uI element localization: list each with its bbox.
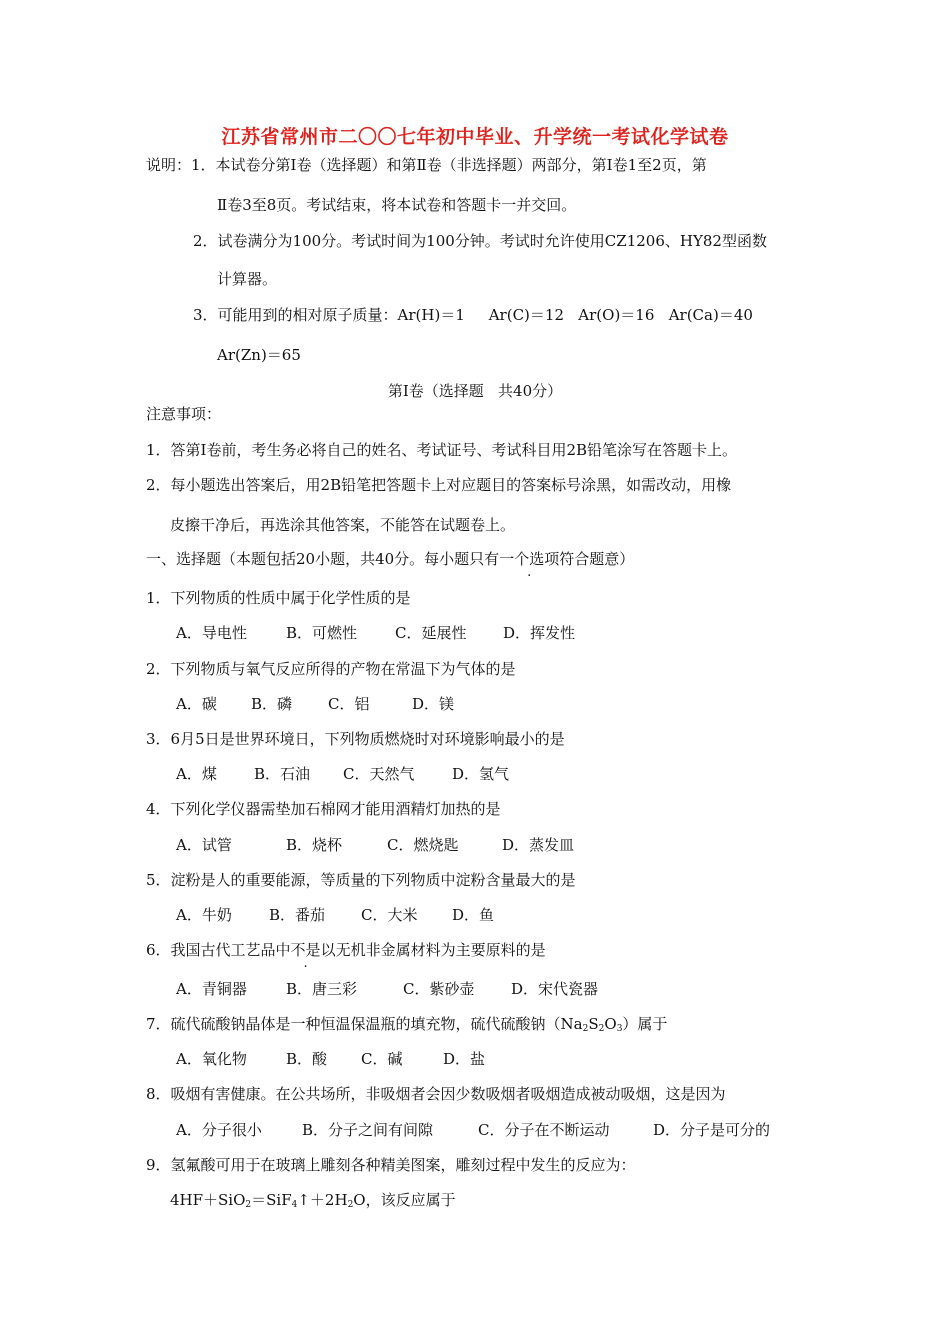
q9-eq-part-d: O，该反应属于: [353, 1191, 456, 1209]
instructions-item-2: 2．试卷满分为100分。考试时间为100分钟。考试时允许使用CZ1206、HY82型函数: [193, 232, 767, 250]
part1-heading-post: 符合题意）: [559, 550, 635, 568]
q4-option-d: D．蒸发皿: [502, 836, 575, 854]
q3-stem: 3．6月5日是世界环境日，下列物质燃烧时对环境影响最小的是: [146, 730, 565, 748]
q9-eq-sub-3: 2: [347, 1200, 354, 1210]
q3-option-b: B．石油: [254, 765, 311, 783]
q7-option-c: C．碱: [361, 1050, 403, 1068]
notice-item-1: 1．答第Ⅰ卷前，考生务必将自己的姓名、考试证号、考试科目用2B铅笔涂写在答题卡上。: [146, 441, 738, 459]
q2-option-c: C．铝: [328, 695, 370, 713]
q4-stem: 4．下列化学仪器需垫加石棉网才能用酒精灯加热的是: [146, 800, 501, 818]
instructions-item-2-cont: 计算器。: [217, 270, 278, 288]
q4-option-c: C．燃烧匙: [387, 836, 459, 854]
q7-sub-1: 2: [582, 1024, 589, 1034]
q9-equation: [170, 1190, 456, 1210]
q6-option-a: A．青铜器: [176, 980, 247, 998]
q2-option-a: A．碳: [176, 695, 217, 713]
q1-option-a: A．导电性: [176, 624, 247, 642]
q8-option-a: A．分子很小: [176, 1121, 262, 1139]
q8-option-d: D．分子是可分的: [653, 1121, 771, 1139]
q7-sub-2: 2: [598, 1024, 605, 1034]
q8-option-b: B．分子之间有间隙: [302, 1121, 434, 1139]
part1-heading: [146, 549, 634, 569]
q7-sub-3: 3: [616, 1024, 623, 1034]
q9-eq-part-a: 4HF＋SiO: [170, 1191, 246, 1209]
q6-option-c: C．紫砂壶: [403, 980, 475, 998]
q6-stem-pre: 6．我国古代工艺品中: [146, 941, 291, 959]
q9-stem: 9．氢氟酸可用于在玻璃上雕刻各种精美图案，雕刻过程中发生的反应为：: [146, 1156, 636, 1174]
q7-option-a: A．氧化物: [176, 1050, 247, 1068]
part1-heading-pre: 一、选择题（本题包括20小题，共40分。每小题只有: [146, 550, 500, 568]
q1-option-d: D．挥发性: [503, 624, 576, 642]
q5-option-b: B．番茄: [269, 906, 326, 924]
exam-title: 江苏省常州市二〇〇七年初中毕业、升学统一考试化学试卷: [221, 126, 729, 148]
instructions-item-1-cont: Ⅱ卷3至8页。考试结束，将本试卷和答题卡一并交回。: [217, 196, 577, 214]
q1-option-b: B．可燃性: [286, 624, 358, 642]
notice-item-2: 2．每小题选出答案后，用2B铅笔把答题卡上对应题目的答案标号涂黑，如需改动，用橡: [146, 476, 732, 494]
q8-stem: 8．吸烟有害健康。在公共场所，非吸烟者会因少数吸烟者吸烟造成被动吸烟，这是因为: [146, 1085, 726, 1103]
q6-option-d: D．宋代瓷器: [511, 980, 599, 998]
instructions-line-1: [146, 155, 707, 175]
q3-option-a: A．煤: [176, 765, 217, 783]
q3-option-c: C．天然气: [343, 765, 415, 783]
q9-eq-part-c: ↑＋2H: [297, 1191, 348, 1209]
q6-stem-emphasis: 不是: [290, 941, 321, 959]
part1-heading-emphasis: 一个选项: [499, 550, 560, 568]
q2-option-b: B．磷: [251, 695, 293, 713]
q5-option-a: A．牛奶: [176, 906, 232, 924]
q1-option-c: C．延展性: [395, 624, 467, 642]
q8-option-c: C．分子在不断运动: [478, 1121, 610, 1139]
notice-heading: 注意事项：: [146, 405, 222, 423]
q5-stem: 5．淀粉是人的重要能源，等质量的下列物质中淀粉含量最大的是: [146, 871, 576, 889]
instructions-item-1: 1．本试卷分第Ⅰ卷（选择题）和第Ⅱ卷（非选择题）两部分，第Ⅰ卷1至2页，第: [191, 156, 707, 174]
q3-option-d: D．氢气: [452, 765, 510, 783]
q5-option-c: C．大米: [361, 906, 418, 924]
q7-stem-post: ）属于: [622, 1015, 668, 1033]
q9-eq-sub-2: 4: [291, 1200, 298, 1210]
q9-eq-sub-1: 2: [245, 1200, 252, 1210]
q6-option-b: B．唐三彩: [286, 980, 358, 998]
section-title: 第Ⅰ卷（选择题 共40分）: [387, 382, 563, 400]
q7-stem: [146, 1014, 667, 1034]
q7-option-d: D．盐: [443, 1050, 486, 1068]
q4-option-b: B．烧杯: [286, 836, 343, 854]
q6-stem-post: 以无机非金属材料为主要原料的是: [320, 941, 546, 959]
instructions-lead: 说明：: [146, 156, 192, 174]
q2-stem: 2．下列物质与氧气反应所得的产物在常温下为气体的是: [146, 660, 516, 678]
q7-option-b: B．酸: [286, 1050, 328, 1068]
q7-stem-pre: 7．硫代硫酸钠晶体是一种恒温保温瓶的填充物，硫代硫酸钠（Na: [146, 1015, 583, 1033]
q7-mid-2: O: [604, 1015, 617, 1033]
notice-item-2-cont: 皮擦干净后，再选涂其他答案，不能答在试题卷上。: [170, 516, 516, 534]
q4-option-a: A．试管: [176, 836, 232, 854]
q6-stem: [146, 940, 546, 960]
q5-option-d: D．鱼: [452, 906, 495, 924]
instructions-item-3: 3．可能用到的相对原子质量：Ar(H)＝1 Ar(C)＝12 Ar(O)＝16 Ar(Ca)＝40: [193, 306, 753, 324]
q1-stem: 1．下列物质的性质中属于化学性质的是: [146, 589, 411, 607]
q2-option-d: D．镁: [412, 695, 455, 713]
q7-mid-1: S: [588, 1015, 599, 1033]
instructions-item-3-cont: Ar(Zn)＝65: [217, 346, 301, 364]
q9-eq-part-b: ＝SiF: [251, 1191, 292, 1209]
